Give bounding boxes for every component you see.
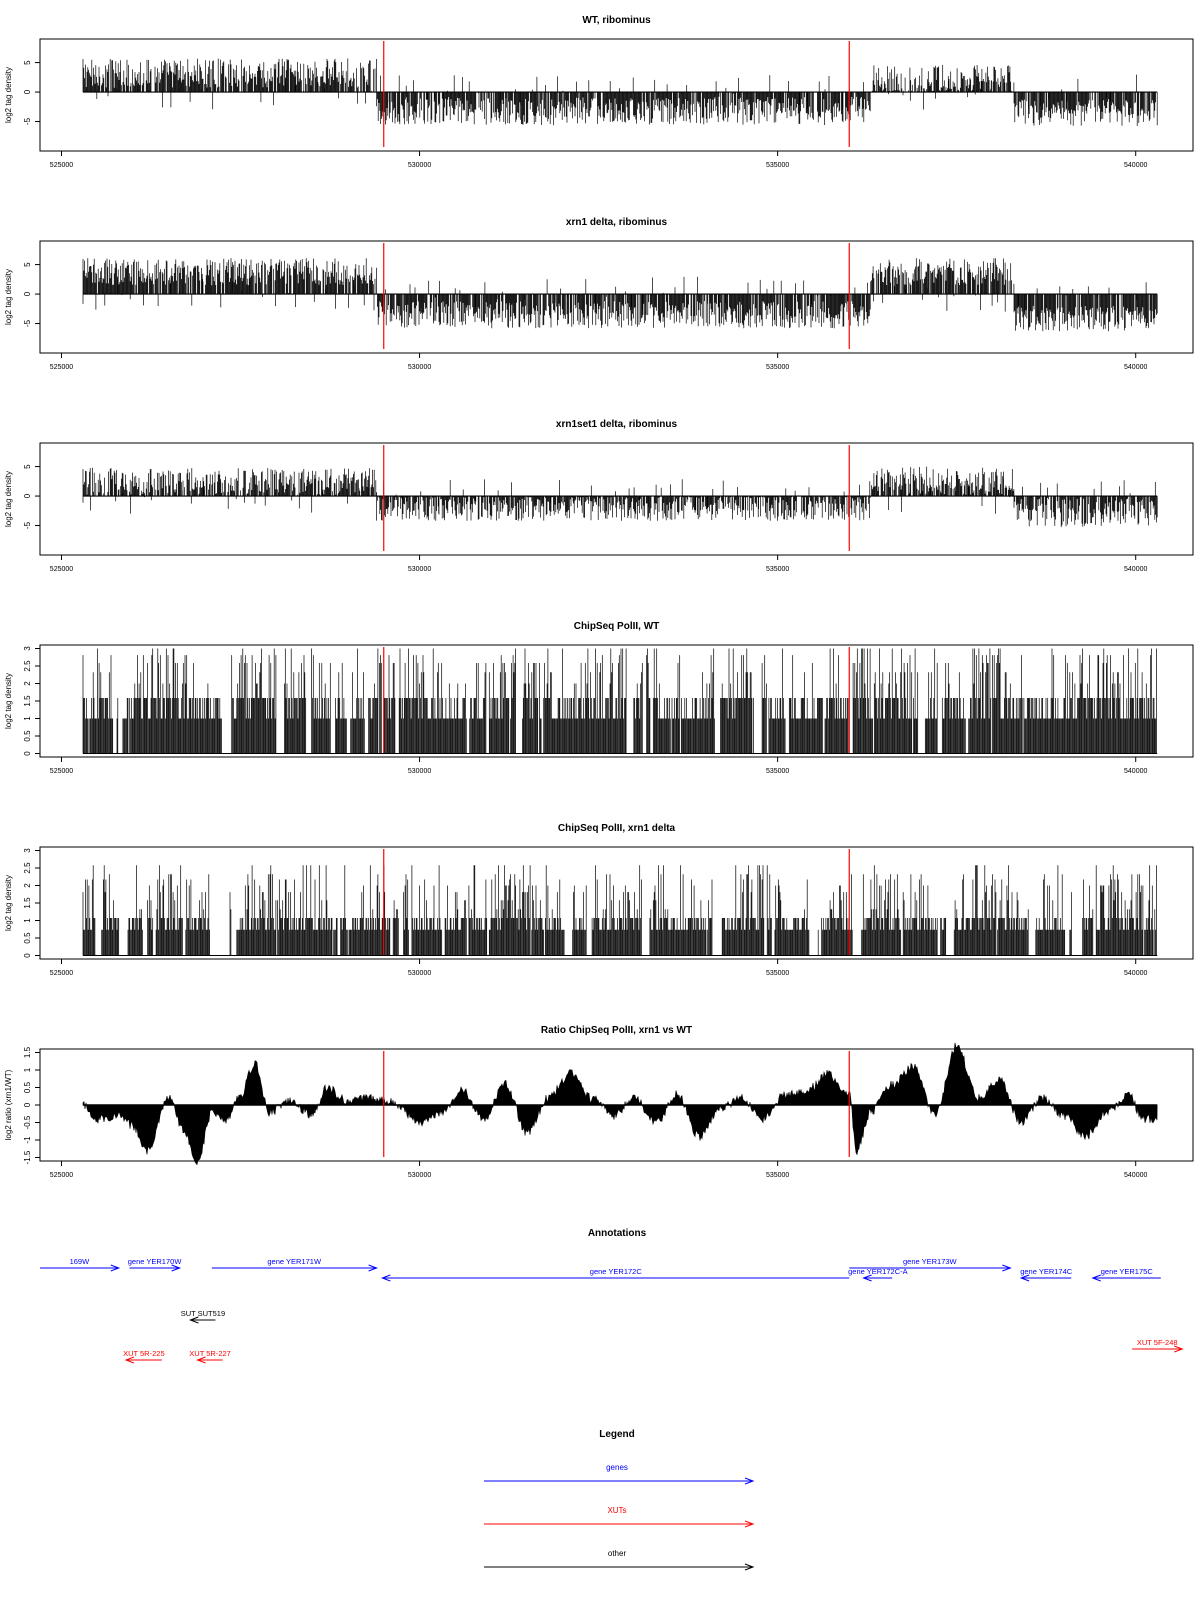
y-tick-label: 2.5 <box>23 862 32 874</box>
feature-label: SUT SUT519 <box>180 1309 226 1318</box>
panel-title: Ratio ChipSeq PolII, xrn1 vs WT <box>540 1025 693 1036</box>
signal-bars <box>83 258 1157 331</box>
feature-label: gene YER172C-A <box>848 1267 908 1276</box>
legend-title: Legend <box>599 1429 635 1440</box>
y-tick-label: 0.5 <box>23 932 32 944</box>
annotation-feature <box>123 1349 165 1363</box>
x-tick-label: 535000 <box>765 364 790 371</box>
x-tick-label: 540000 <box>1124 364 1148 371</box>
legend <box>484 1429 753 1570</box>
x-tick-label: 530000 <box>407 566 432 573</box>
y-axis-label: log2 tag density <box>4 470 13 528</box>
legend-item <box>484 1463 753 1484</box>
y-tick-label: 0 <box>23 1102 32 1108</box>
y-tick-label: 0 <box>23 291 32 297</box>
y-tick-label: -0.5 <box>23 1115 32 1130</box>
x-tick-label: 530000 <box>407 1172 432 1179</box>
legend-label: XUTs <box>607 1506 627 1515</box>
x-tick-label: 535000 <box>765 768 790 775</box>
annotation-feature <box>128 1257 183 1271</box>
y-tick-label: 1 <box>23 716 32 721</box>
y-axis-label: log2 tag density <box>4 672 13 730</box>
x-tick-label: 540000 <box>1124 566 1148 573</box>
annotation-feature <box>848 1267 907 1281</box>
annotation-feature <box>212 1257 377 1271</box>
annotation-feature <box>1020 1267 1073 1281</box>
x-tick-label: 535000 <box>765 566 790 573</box>
signal-bars <box>83 467 1157 527</box>
feature-label: gene YER175C <box>1100 1267 1153 1276</box>
panel-title: WT, ribominus <box>582 15 651 26</box>
feature-label: gene YER173W <box>902 1257 957 1266</box>
feature-label: XUT 5R-225 <box>123 1349 165 1358</box>
y-tick-label: 5 <box>23 262 32 267</box>
signal-bars <box>83 649 1157 754</box>
y-tick-label: 5 <box>23 60 32 65</box>
annotations-track <box>40 1228 1182 1363</box>
x-tick-label: 540000 <box>1124 970 1148 977</box>
panel-title: xrn1 delta, ribominus <box>565 217 668 228</box>
x-tick-label: 530000 <box>407 768 432 775</box>
panel-title: xrn1set1 delta, ribominus <box>555 419 678 430</box>
y-tick-label: 0 <box>23 953 32 958</box>
feature-label: 169W <box>69 1257 90 1266</box>
panel-5 <box>4 823 1193 977</box>
y-tick-label: 1.5 <box>23 1046 32 1059</box>
annotation-feature <box>382 1267 849 1281</box>
y-tick-label: 2 <box>23 681 32 686</box>
x-tick-label: 530000 <box>407 162 432 169</box>
x-tick-label: 540000 <box>1124 1172 1148 1179</box>
x-tick-label: 535000 <box>765 162 790 169</box>
y-tick-label: 0 <box>23 89 32 95</box>
legend-item <box>484 1549 753 1570</box>
y-tick-label: 0.5 <box>23 1081 32 1094</box>
y-tick-label: 1 <box>23 1067 32 1073</box>
y-tick-label: 3 <box>23 646 32 651</box>
y-tick-label: 3 <box>23 848 32 853</box>
annotation-feature <box>189 1349 231 1363</box>
y-tick-label: 0 <box>23 493 32 499</box>
annotation-feature <box>181 1309 225 1323</box>
ratio-area <box>83 1043 1157 1165</box>
panel-title: ChipSeq PolII, WT <box>573 621 660 632</box>
x-tick-label: 535000 <box>765 1172 790 1179</box>
feature-label: XUT 5F-248 <box>1136 1338 1178 1347</box>
x-tick-label: 525000 <box>49 768 74 775</box>
x-tick-label: 525000 <box>49 162 74 169</box>
y-tick-label: -5 <box>23 117 32 126</box>
annotation-feature <box>1093 1267 1161 1281</box>
y-tick-label: 2 <box>23 883 32 888</box>
panel-6 <box>4 1025 1193 1179</box>
legend-item <box>484 1506 753 1527</box>
feature-label: gene YER171W <box>267 1257 322 1266</box>
x-tick-label: 525000 <box>49 1172 74 1179</box>
y-tick-label: 1 <box>23 918 32 923</box>
y-tick-label: -5 <box>23 521 32 530</box>
y-axis-label: log2 tag density <box>4 66 13 124</box>
feature-label: gene YER170W <box>127 1257 182 1266</box>
y-tick-label: 0 <box>23 751 32 756</box>
x-tick-label: 540000 <box>1124 162 1148 169</box>
y-tick-label: 2.5 <box>23 660 32 672</box>
annotation-feature <box>40 1257 119 1271</box>
y-axis-label: log2 tag density <box>4 874 13 932</box>
feature-label: gene YER172C <box>589 1267 642 1276</box>
annotation-feature <box>1132 1338 1182 1352</box>
y-tick-label: -5 <box>23 319 32 328</box>
y-tick-label: 1.5 <box>23 695 32 707</box>
legend-label: other <box>607 1549 627 1558</box>
x-tick-label: 540000 <box>1124 768 1148 775</box>
signal-bars <box>83 865 1157 955</box>
panel-3 <box>4 419 1193 573</box>
x-tick-label: 525000 <box>49 970 74 977</box>
x-tick-label: 535000 <box>765 970 790 977</box>
annotations-title: Annotations <box>587 1228 647 1239</box>
panel-title: ChipSeq PolII, xrn1 delta <box>557 823 676 834</box>
feature-label: gene YER174C <box>1020 1267 1073 1276</box>
y-axis-label: log2 ratio (xrn1/WT) <box>4 1069 13 1141</box>
panel-4 <box>4 621 1193 775</box>
x-tick-label: 525000 <box>49 364 74 371</box>
legend-label: genes <box>606 1463 628 1472</box>
y-axis-label: log2 tag density <box>4 268 13 326</box>
y-tick-label: 1.5 <box>23 897 32 909</box>
y-tick-label: -1 <box>23 1136 32 1144</box>
y-tick-label: 5 <box>23 464 32 469</box>
y-tick-label: 0.5 <box>23 730 32 742</box>
y-tick-label: -1.5 <box>23 1150 32 1165</box>
x-tick-label: 530000 <box>407 364 432 371</box>
x-tick-label: 525000 <box>49 566 74 573</box>
x-tick-label: 530000 <box>407 970 432 977</box>
panel-1 <box>4 15 1193 169</box>
feature-label: XUT 5R-227 <box>189 1349 231 1358</box>
panel-2 <box>4 217 1193 371</box>
